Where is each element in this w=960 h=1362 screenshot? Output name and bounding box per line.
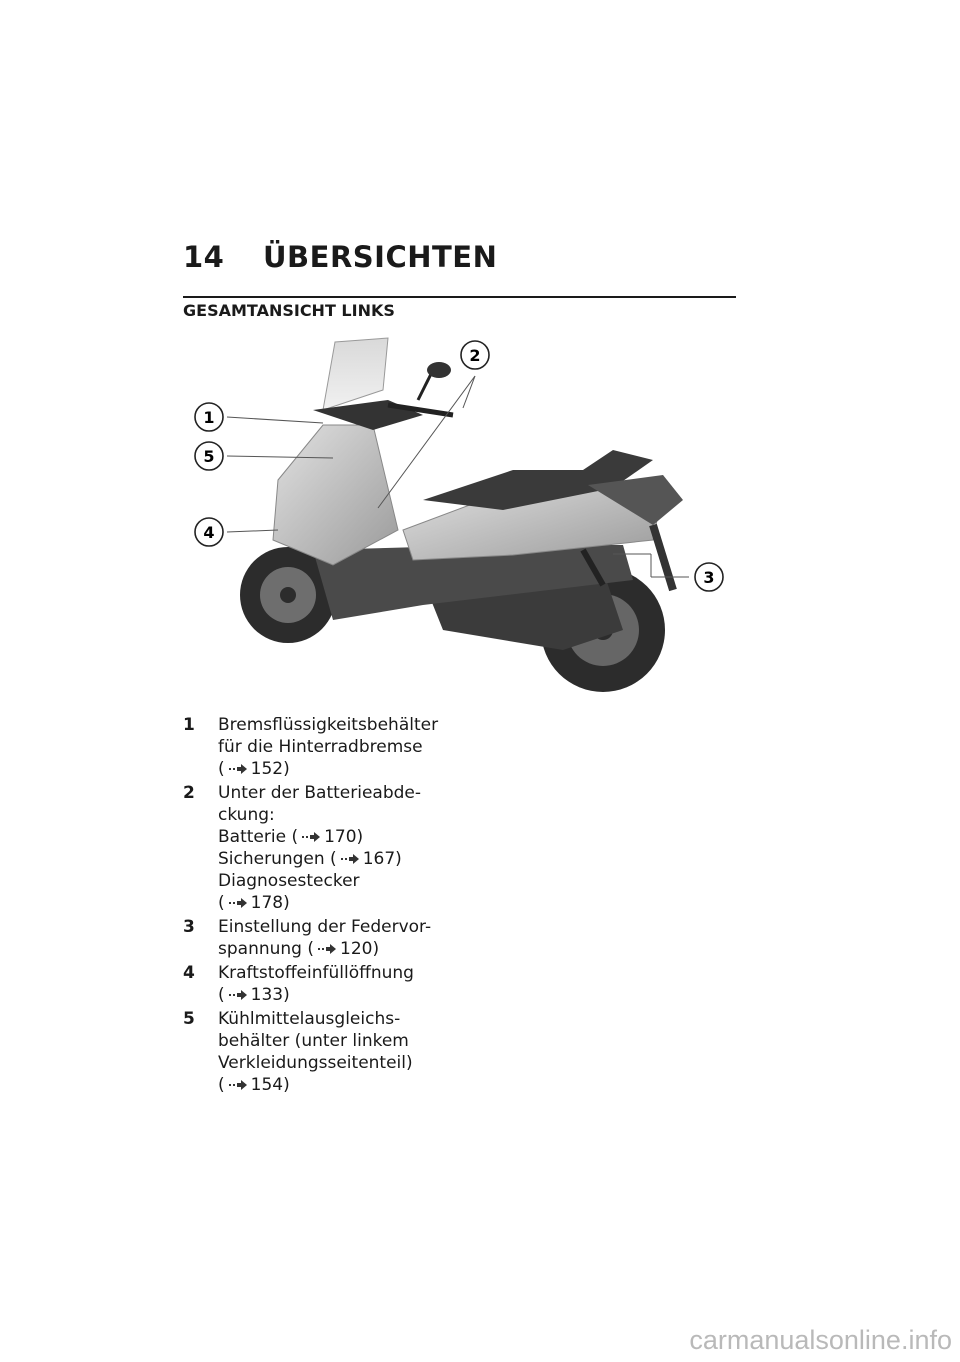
legend-item <box>183 1008 448 1096</box>
scooter-illustration <box>183 330 738 700</box>
legend-list <box>183 714 448 1098</box>
page-reference[interactable]: Batterie ( 170) <box>218 827 364 847</box>
legend-item <box>183 714 448 780</box>
callout-5 <box>195 442 223 470</box>
page-arrow-icon <box>228 989 248 1001</box>
legend-text: Bremsflüssigkeitsbehälter <box>218 715 439 735</box>
page-reference[interactable]: ( 152) <box>218 759 290 779</box>
page-arrow-icon <box>317 943 337 955</box>
legend-text: für die Hinterradbremse <box>218 737 423 757</box>
page-arrow-icon <box>301 831 321 843</box>
page-reference[interactable]: spannung ( 120) <box>218 939 380 959</box>
watermark-text: carmanualsonline.info <box>689 1325 952 1355</box>
callout-1 <box>195 403 223 431</box>
callout-3 <box>695 563 723 591</box>
page-arrow-icon <box>228 763 248 775</box>
page-arrow-icon <box>340 853 360 865</box>
section-title: GESAMTANSICHT LINKS <box>183 296 736 320</box>
legend-item <box>183 962 448 1006</box>
chapter-number: 14 <box>183 240 225 274</box>
legend-text: Diagnosestecker <box>218 871 360 891</box>
svg-text:3: 3 <box>703 568 715 587</box>
legend-index: 4 <box>183 963 195 983</box>
legend-text: Kühlmittelausgleichs- <box>218 1009 401 1029</box>
svg-text:4: 4 <box>203 523 215 542</box>
legend-text: Unter der Batterieabde- <box>218 783 422 803</box>
legend-index: 1 <box>183 715 195 735</box>
page-reference[interactable]: ( 133) <box>218 985 290 1005</box>
page-reference[interactable]: ( 154) <box>218 1075 290 1095</box>
legend-item <box>183 782 448 914</box>
page-arrow-icon <box>228 1079 248 1091</box>
svg-text:2: 2 <box>469 346 481 365</box>
svg-text:1: 1 <box>203 408 215 427</box>
legend-index: 2 <box>183 783 195 803</box>
legend-text: ckung: <box>218 805 275 825</box>
chapter-title: ÜBERSICHTEN <box>263 240 498 274</box>
callout-4 <box>195 518 223 546</box>
legend-index: 5 <box>183 1009 195 1029</box>
legend-text: Einstellung der Federvor- <box>218 917 432 937</box>
page-arrow-icon <box>228 897 248 909</box>
legend-item <box>183 916 448 960</box>
chapter-header <box>183 240 497 274</box>
legend-text: Verkleidungsseitenteil) <box>218 1053 413 1073</box>
legend-text: behälter (unter linkem <box>218 1031 409 1051</box>
legend-index: 3 <box>183 917 195 937</box>
svg-text:5: 5 <box>203 447 215 466</box>
legend-text: Kraftstoffeinfüllöffnung <box>218 963 414 983</box>
callout-2 <box>461 341 489 369</box>
page-reference[interactable]: ( 178) <box>218 893 290 913</box>
page-reference[interactable]: Sicherungen ( 167) <box>218 849 402 869</box>
